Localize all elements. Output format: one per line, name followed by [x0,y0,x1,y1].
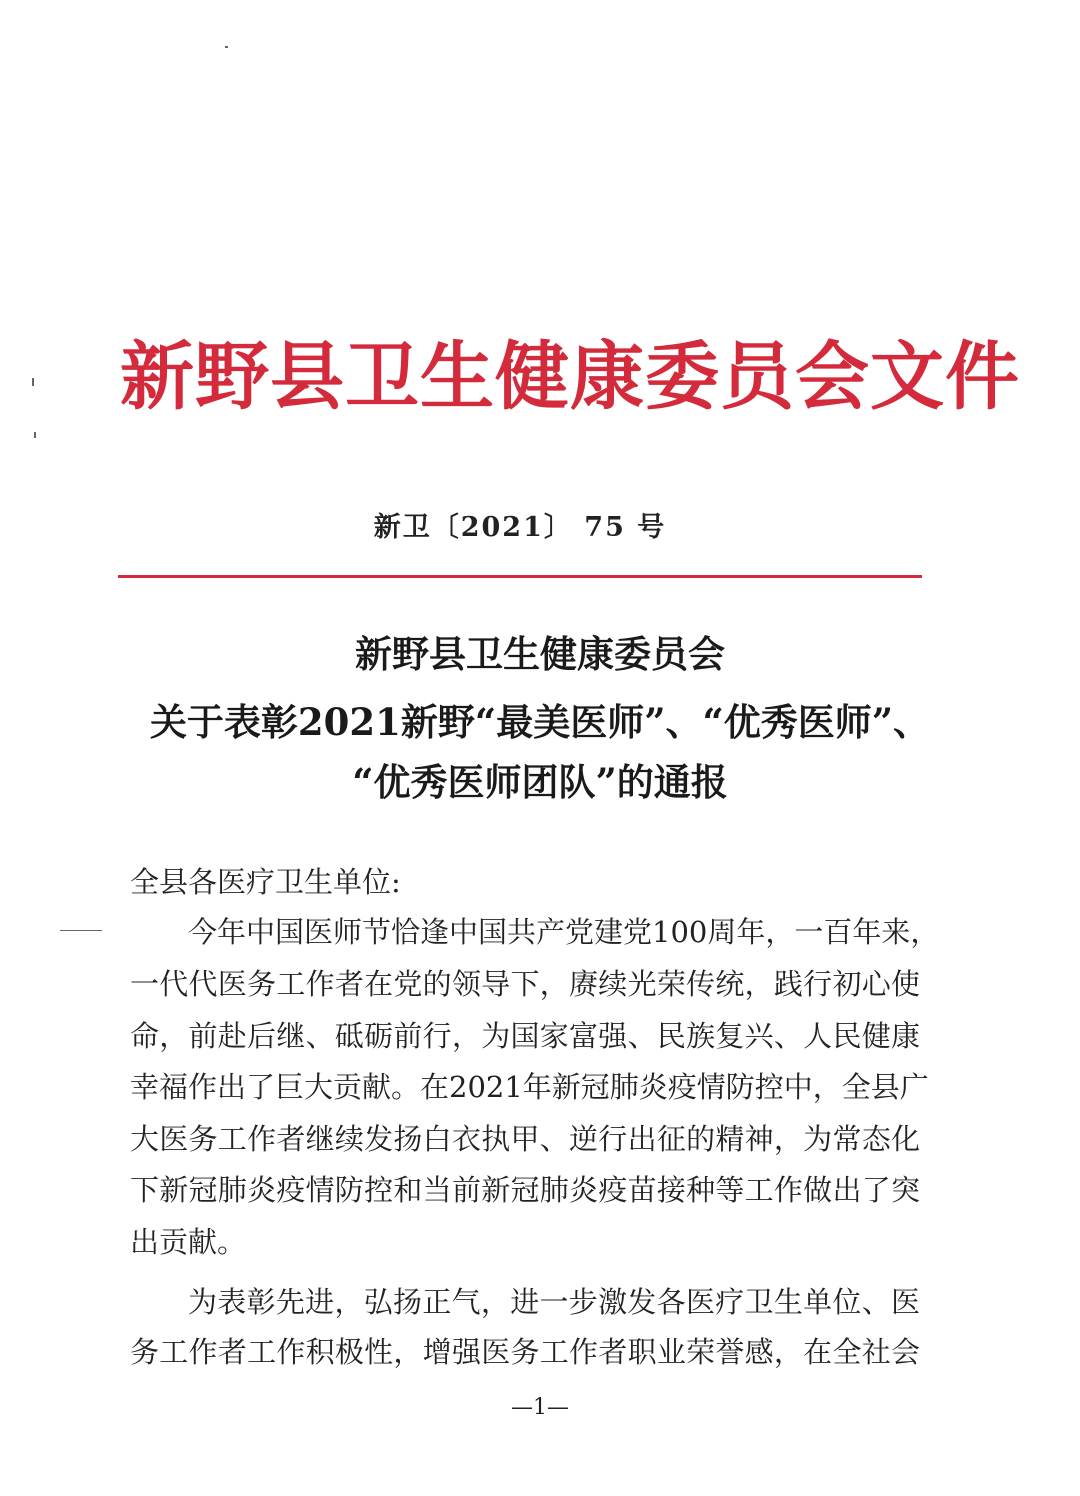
scan-mark [225,46,228,48]
scan-mark [34,432,36,438]
paragraph1-line: 命，前赴后继、砥砺前行，为国家富强、民族复兴、人民健康 [130,1019,920,1053]
paragraph1-line: 今年中国医师节恰逢中国共产党建党100周年，一百年来， [188,915,940,949]
scan-mark [32,378,34,386]
paragraph1-line: 大医务工作者继续发扬白衣执甲、逆行出征的精神，为常态化 [130,1122,920,1156]
paragraph2-line: 务工作者工作积极性，增强医务工作者职业荣誉感，在全社会 [130,1335,920,1369]
paragraph2-line: 为表彰先进，弘扬正气，进一步激发各医疗卫生单位、医 [188,1285,920,1319]
red-divider-rule [118,575,922,578]
issuer-title: 新野县卫生健康委员会文件 [120,334,1020,420]
scan-mark [60,930,102,931]
notice-title-line-3: “优秀医师团队”的通报 [352,760,728,804]
notice-title-line-2: 关于表彰2021新野“最美医师”、“优秀医师”、 [149,700,931,744]
paragraph1-line: 一代代医务工作者在党的领导下，赓续光荣传统，践行初心使 [130,967,920,1001]
document-number: 新卫〔2021〕 75 号 [373,512,667,543]
page-number: —1— [511,1395,569,1420]
paragraph1-line: 幸福作出了巨大贡献。在2021年新冠肺炎疫情防控中，全县广 [130,1070,929,1104]
paragraph1-line: 出贡献。 [130,1225,247,1259]
paragraph1-line: 下新冠肺炎疫情防控和当前新冠肺炎疫苗接种等工作做出了突 [130,1173,920,1207]
salutation: 全县各医疗卫生单位: [130,865,401,899]
notice-title-line-1: 新野县卫生健康委员会 [355,632,725,676]
